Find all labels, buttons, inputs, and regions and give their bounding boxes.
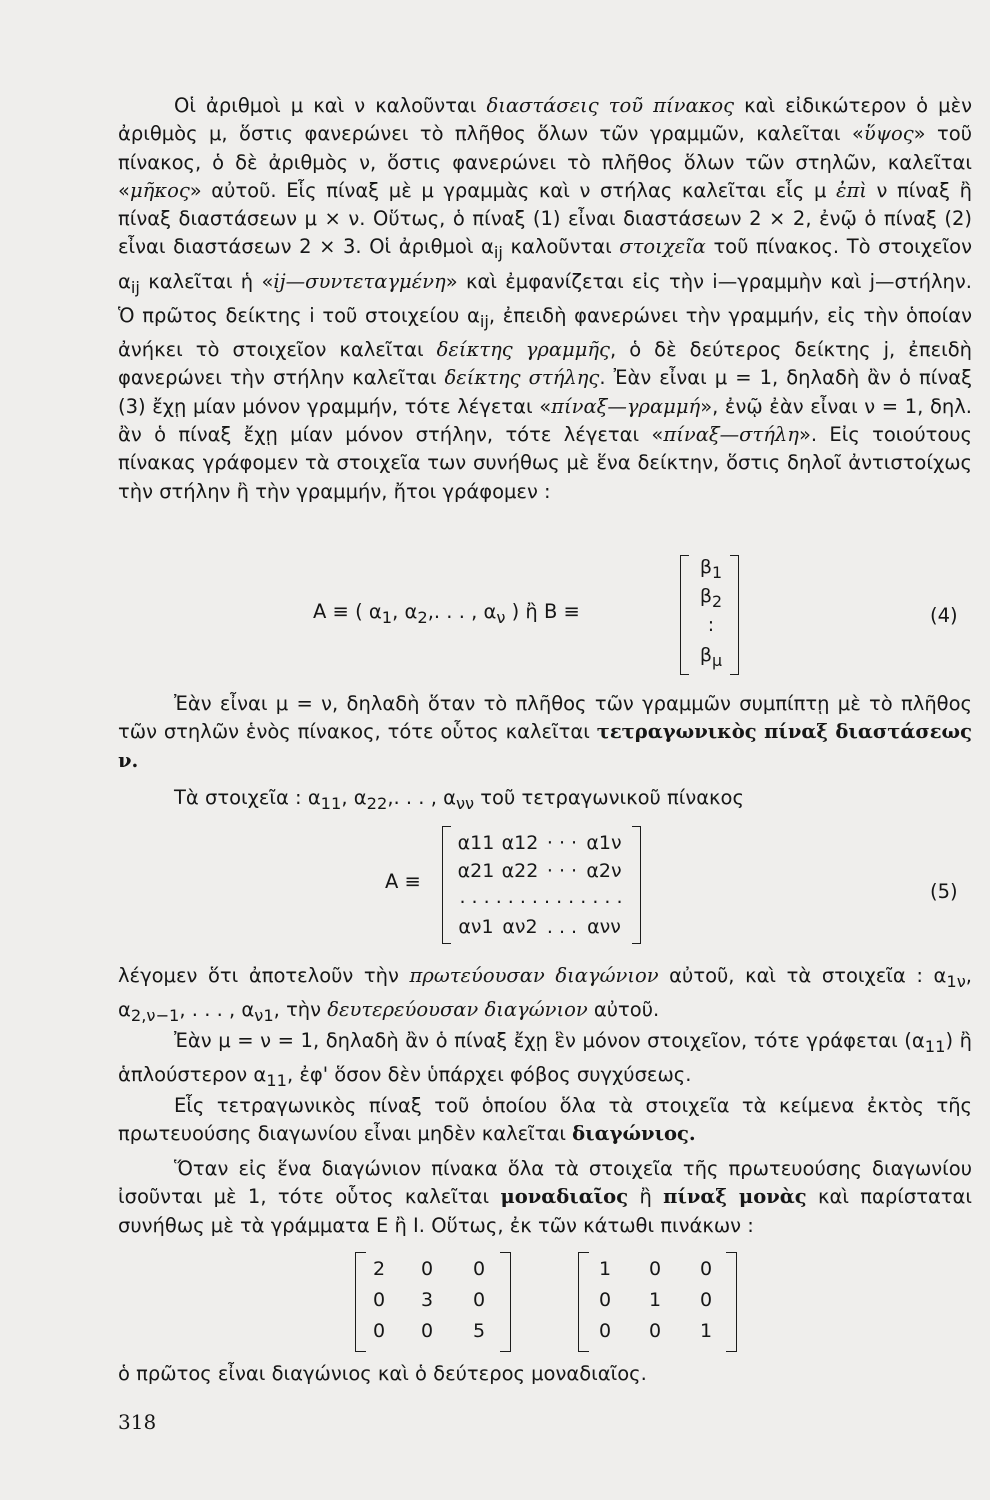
text: , ὁ δὲ δεύτερος δείκτης j, ἐπειδὴ φανερώνει τὴν στήλην καλεῖται bbox=[118, 338, 972, 390]
matrix-cell: 0 bbox=[372, 1320, 386, 1342]
bracket-right bbox=[726, 1252, 737, 1352]
term-row-matrix: πίναξ—γραμμή bbox=[551, 394, 701, 418]
column-dots: : bbox=[707, 614, 715, 636]
bracket-left bbox=[442, 826, 451, 944]
term-coordinate: ij—συντεταγμένη bbox=[273, 269, 446, 293]
term-length: μῆκος bbox=[129, 178, 190, 202]
matrix-cell: 0 bbox=[648, 1258, 662, 1280]
text: ) ἢ ἁπλούστερον α bbox=[118, 1029, 972, 1087]
text: Ἐὰν μ = ν = 1, δηλαδὴ ἂν ὁ πίναξ ἔχῃ ἓν μόνον στοιχεῖον, τότε γράφεται (α bbox=[174, 1029, 925, 1052]
matrix-cell: α22 bbox=[501, 860, 539, 882]
subscript: 1ν bbox=[946, 971, 966, 991]
matrix-cell: 5 bbox=[472, 1320, 486, 1342]
text: Τὰ στοιχεῖα : α bbox=[174, 786, 321, 809]
paragraph-conclusion: ὁ πρῶτος εἶναι διαγώνιος καὶ ὁ δεύτερος μοναδιαῖος. bbox=[118, 1362, 647, 1385]
subscript: ν bbox=[496, 607, 506, 627]
subscript: 1 bbox=[712, 562, 723, 582]
paragraph-diagonal-elements bbox=[118, 784, 972, 818]
text: λέγομεν ὅτι ἀποτελοῦν τὴν bbox=[118, 964, 410, 987]
paragraph-dimensions bbox=[118, 92, 972, 506]
text: A ≡ ( α bbox=[313, 600, 382, 623]
matrix-cell: 0 bbox=[472, 1258, 486, 1280]
text: , ἐπειδὴ φανερώνει τὴν γραμμήν, εἰς τὴν ὁποίαν ἀνήκει τὸ στοιχεῖον καλεῖται bbox=[118, 303, 973, 362]
paragraph-diagonal-matrix bbox=[118, 1092, 972, 1149]
term-square-matrix: τετραγωνικὸς πίναξ διαστάσεως ν. bbox=[118, 720, 973, 772]
subscript: 2 bbox=[712, 591, 723, 611]
text: , . . . , α bbox=[179, 998, 255, 1022]
column-element bbox=[694, 585, 728, 611]
text: καλεῖται ἡ « bbox=[139, 269, 274, 293]
term-dimensions: διαστάσεις τοῦ πίνακος bbox=[486, 94, 735, 117]
subscript: 2,ν−1 bbox=[130, 1006, 180, 1026]
text: Οἱ ἀριθμοὶ μ καὶ ν καλοῦνται bbox=[174, 94, 487, 117]
bracket-left bbox=[680, 555, 689, 675]
matrix-cell: α11 bbox=[457, 832, 495, 854]
paragraph-single-element bbox=[118, 1027, 972, 1095]
term-identity-matrix: πίναξ μονὰς bbox=[663, 1185, 807, 1209]
bracket-right bbox=[500, 1252, 511, 1352]
text: » τοῦ πίνακος, ὁ δὲ ἀριθμὸς ν, ὅστις φανερώνει τὸ πλῆθος ὅλων τῶν στηλῶν, καλεῖται « bbox=[118, 122, 972, 202]
paragraph-identity-matrix bbox=[118, 1155, 972, 1240]
matrix-cell: 0 bbox=[472, 1289, 486, 1311]
text: β bbox=[699, 644, 713, 666]
text: Ἐὰν εἶναι μ = ν, δηλαδὴ ὅταν τὸ πλῆθος τῶν γραμμῶν συμπίπτῃ μὲ τὸ πλῆθος τῶν στηλῶν ἑνὸς πίνακος, τότε οὗτος καλεῖται bbox=[118, 692, 972, 744]
subscript: ij bbox=[493, 243, 503, 263]
matrix-cell: α21 bbox=[457, 860, 495, 882]
equation-number-5: (5) bbox=[930, 880, 958, 903]
matrix-cell: 1 bbox=[598, 1258, 612, 1280]
matrix-cell: αν2 bbox=[502, 916, 538, 938]
text: ) ἢ B ≡ bbox=[505, 600, 580, 623]
subscript: ν1 bbox=[254, 1006, 274, 1026]
text: β bbox=[699, 556, 713, 578]
matrix-cell: 0 bbox=[648, 1320, 662, 1342]
column-element bbox=[694, 556, 728, 582]
text: ,. . . , α bbox=[387, 786, 456, 809]
matrix-dots-row: . . . . . . . . . . . . . . bbox=[459, 886, 623, 908]
text: αὐτοῦ. bbox=[587, 998, 660, 1022]
term-unit: μοναδιαῖος bbox=[500, 1185, 629, 1209]
bracket-left bbox=[578, 1252, 589, 1352]
term-by: ἐπὶ bbox=[835, 178, 867, 202]
term-secondary-diagonal: δευτερεύουσαν διαγώνιον bbox=[327, 998, 588, 1022]
matrix-cell: ανν bbox=[587, 916, 621, 938]
matrix-cell: 1 bbox=[699, 1320, 713, 1342]
text: καὶ παρίσταται συνήθως μὲ τὰ γράμματα E ἢ I. Οὕτως, ἐκ τῶν κάτωθι πινάκων : bbox=[118, 1185, 972, 1237]
text: ν πίναξ ἢ πίναξ διαστάσεων μ × ν. Οὕτως, ὁ πίναξ (1) εἶναι διαστάσεων 2 × 2, ἐνῷ ὁ πίναξ (2) εἶναι διαστάσεων 2 × 3. Οἱ ἀριθμοὶ α bbox=[118, 178, 973, 259]
matrix-cell: 0 bbox=[598, 1320, 612, 1342]
text: ,. . . , α bbox=[427, 600, 497, 623]
matrix-cell: · · · bbox=[546, 860, 578, 882]
matrix-cell: 0 bbox=[699, 1289, 713, 1311]
text: , α bbox=[118, 964, 972, 1022]
equation-5-lhs: A ≡ bbox=[385, 870, 421, 893]
text: καὶ εἰδικώτερον ὁ μὲν ἀριθμὸς μ, ὅστις φανερώνει τὸ πλῆθος ὅλων τῶν γραμμῶν, καλεῖται « bbox=[118, 94, 972, 146]
bracket-right bbox=[730, 555, 739, 675]
matrix-cell: 0 bbox=[420, 1258, 434, 1280]
term-diagonal: διαγώνιος. bbox=[572, 1122, 696, 1146]
matrix-cell: α2ν bbox=[586, 860, 622, 882]
matrix-cell: . . . bbox=[546, 916, 578, 938]
text: », ἐνῷ ἐὰν εἶναι ν = 1, δηλ. ἂν ὁ πίναξ ἔχῃ μίαν μόνον στήλην, τότε λέγεται « bbox=[118, 394, 972, 446]
text: , α bbox=[341, 786, 367, 809]
text: , α bbox=[392, 600, 418, 623]
matrix-cell: 1 bbox=[648, 1289, 662, 1311]
text: καλοῦνται bbox=[502, 235, 620, 259]
subscript: ij bbox=[479, 311, 489, 331]
text: τοῦ πίνακος. Τὸ στοιχεῖον α bbox=[118, 235, 972, 293]
matrix-cell: α1ν bbox=[586, 832, 622, 854]
matrix-cell: α12 bbox=[501, 832, 539, 854]
matrix-cell: · · · bbox=[546, 832, 578, 854]
text: Ὅταν εἰς ἕνα διαγώνιον πίνακα ὅλα τὰ στοιχεῖα τῆς πρωτευούσης διαγωνίου ἰσοῦνται μὲ 1, τότε οὗτος καλεῖται bbox=[118, 1157, 972, 1209]
text: τοῦ τετραγωνικοῦ πίνακος bbox=[474, 786, 744, 809]
text: ». Εἰς τοιούτους πίνακας γράφομεν τὰ στοιχεῖα των συνήθως μὲ ἕνα δείκτην, ὅστις δηλοῖ ἀντιστοίχως τὴν στήλην ἢ τὴν γραμμήν, ἤτοι γράφομεν : bbox=[118, 422, 972, 503]
term-column-index: δείκτης στήλης bbox=[444, 366, 600, 390]
text: Εἷς τετραγωνικὸς πίναξ τοῦ ὁποίου ὅλα τὰ στοιχεῖα τὰ κείμενα ἐκτὸς τῆς πρωτευούσης διαγωνίου εἶναι μηδὲν καλεῖται bbox=[118, 1094, 972, 1146]
paragraph-main-diagonal bbox=[118, 962, 972, 1030]
bracket-right bbox=[632, 826, 641, 944]
subscript: 11 bbox=[320, 793, 342, 813]
subscript: 1 bbox=[381, 607, 393, 627]
text: αὐτοῦ, καὶ τὰ στοιχεῖα : α bbox=[658, 964, 947, 987]
paragraph-square-matrix bbox=[118, 690, 972, 775]
matrix-cell: αν1 bbox=[458, 916, 494, 938]
bracket-left bbox=[355, 1252, 366, 1352]
term-main-diagonal: πρωτεύουσαν διαγώνιον bbox=[409, 964, 659, 987]
subscript: 11 bbox=[924, 1036, 946, 1056]
text: β bbox=[699, 585, 713, 607]
text: . Ἐὰν εἶναι μ = 1, δηλαδὴ ἂν ὁ πίναξ (3) ἔχῃ μίαν μόνον γραμμήν, τότε λέγεται « bbox=[118, 366, 972, 418]
matrix-cell: 2 bbox=[372, 1258, 386, 1280]
text: ἢ bbox=[628, 1185, 664, 1209]
page-number: 318 bbox=[118, 1410, 157, 1434]
subscript: νν bbox=[455, 793, 475, 813]
matrix-cell: 0 bbox=[699, 1258, 713, 1280]
matrix-cell: 0 bbox=[598, 1289, 612, 1311]
equation-number-4: (4) bbox=[930, 604, 958, 627]
subscript: 11 bbox=[266, 1071, 287, 1091]
subscript: 22 bbox=[366, 793, 388, 813]
equation-4-lhs bbox=[313, 600, 580, 627]
text: , ἐφ' ὅσον δὲν ὑπάρχει φόβος συγχύσεως. bbox=[286, 1063, 692, 1087]
matrix-cell: 0 bbox=[420, 1320, 434, 1342]
subscript: μ bbox=[712, 650, 723, 670]
matrix-cell: 3 bbox=[420, 1289, 434, 1311]
subscript: ij bbox=[130, 277, 140, 297]
term-row-index: δείκτης γραμμῆς bbox=[436, 338, 610, 362]
text: » αὐτοῦ. Εἷς πίναξ μὲ μ γραμμὰς καὶ ν στήλας καλεῖται εἷς μ bbox=[189, 178, 836, 202]
column-element bbox=[694, 644, 728, 670]
text: , τὴν bbox=[273, 998, 328, 1022]
subscript: 2 bbox=[417, 607, 428, 627]
term-column-matrix: πίναξ—στήλη bbox=[663, 422, 799, 446]
term-height: ὕψος bbox=[863, 122, 914, 146]
text: » καὶ ἐμφανίζεται εἰς τὴν i—γραμμὴν καὶ j—στήλην. Ὁ πρῶτος δείκτης i τοῦ στοιχείου α bbox=[118, 269, 972, 327]
term-elements: στοιχεῖα bbox=[619, 235, 706, 259]
matrix-cell: 0 bbox=[372, 1289, 386, 1311]
